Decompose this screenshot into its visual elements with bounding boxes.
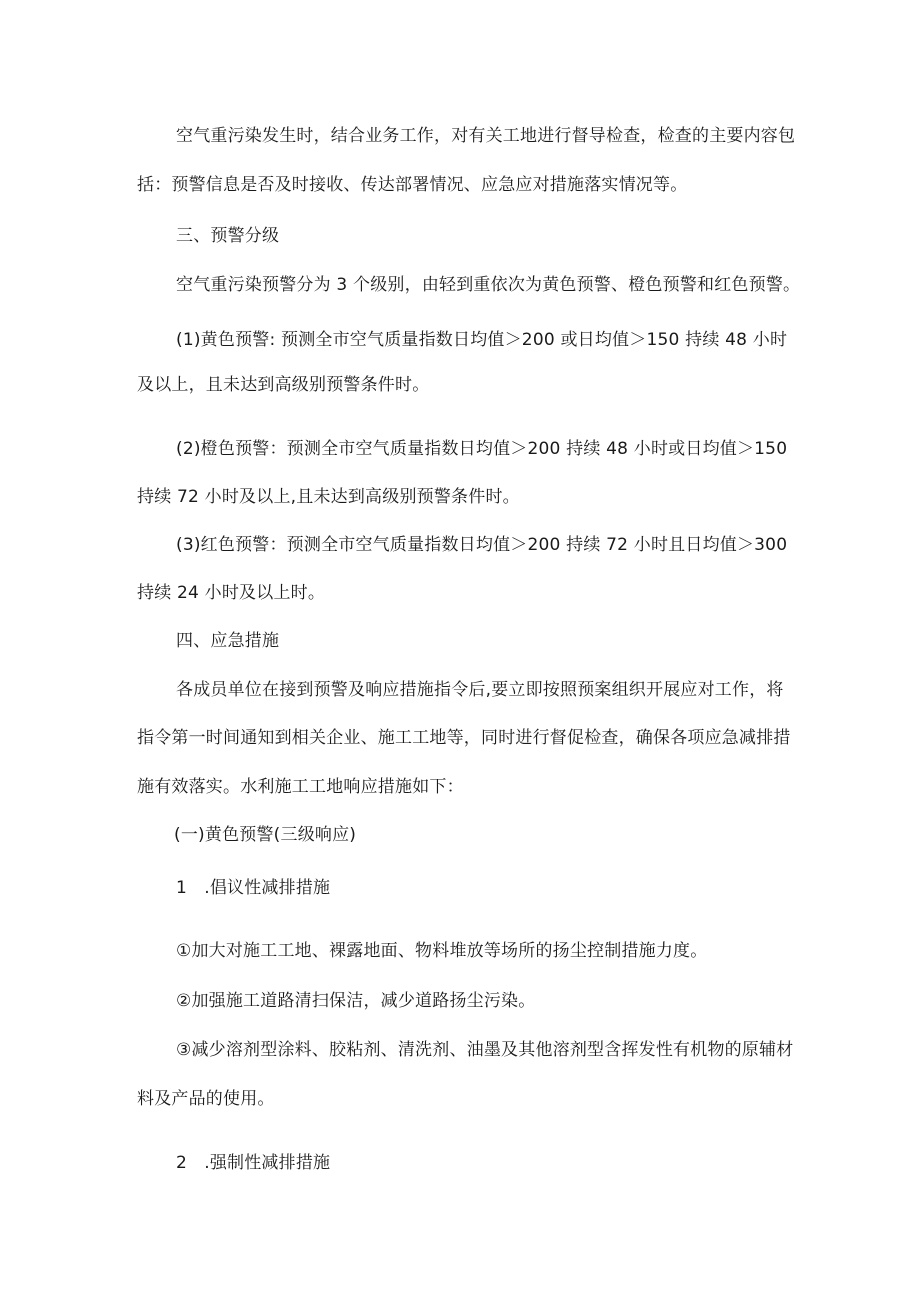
list-heading-2: 2 .强制性减排措施 xyxy=(176,1153,331,1173)
paragraph-line: 指令第一时间通知到相关企业、施工工地等，同时进行督促检查，确保各项应急减排措 xyxy=(137,728,791,748)
list-item: 料及产品的使用。 xyxy=(137,1089,275,1109)
red-warning-line-2: 持续 24 小时及以上时。 xyxy=(137,583,326,603)
paragraph-line: 施有效落实。水利施工工地响应措施如下： xyxy=(137,777,464,797)
red-warning-line-1: (3)红色预警：预测全市空气质量指数日均值＞200 持续 72 小时且日均值＞300 xyxy=(176,535,788,555)
paragraph-line: 各成员单位在接到预警及响应措施指令后,要立即按照预案组织开展应对工作，将 xyxy=(176,680,784,700)
list-item: ②加强施工道路清扫保洁，减少道路扬尘污染。 xyxy=(176,991,536,1011)
orange-warning-line-2: 持续 72 小时及以上,且未达到高级别预警条件时。 xyxy=(137,487,520,507)
yellow-warning-line-1: (1)黄色预警: 预测全市空气质量指数日均值＞200 或日均值＞150 持续 48 小时 xyxy=(176,330,788,350)
paragraph-line: 空气重污染发生时，结合业务工作，对有关工地进行督导检查，检查的主要内容包 xyxy=(176,126,796,146)
subsection-heading: (一)黄色预警(三级响应) xyxy=(174,825,357,845)
section-heading-4: 四、应急措施 xyxy=(176,631,280,651)
yellow-warning-line-2: 及以上，且未达到高级别预警条件时。 xyxy=(137,375,430,395)
section-heading-3: 三、预警分级 xyxy=(176,226,280,246)
list-item: ①加大对施工工地、裸露地面、物料堆放等场所的扬尘控制措施力度。 xyxy=(176,941,708,961)
paragraph-line: 空气重污染预警分为 3 个级别，由轻到重依次为黄色预警、橙色预警和红色预警。 xyxy=(176,275,801,295)
list-heading-1: 1 .倡议性减排措施 xyxy=(176,878,331,898)
list-item: ③减少溶剂型涂料、胶粘剂、清洗剂、油墨及其他溶剂型含挥发性有机物的原辅材 xyxy=(176,1040,794,1060)
paragraph-line: 括：预警信息是否及时接收、传达部署情况、应急应对措施落实情况等。 xyxy=(137,175,688,195)
orange-warning-line-1: (2)橙色预警：预测全市空气质量指数日均值＞200 持续 48 小时或日均值＞150 xyxy=(176,439,788,459)
